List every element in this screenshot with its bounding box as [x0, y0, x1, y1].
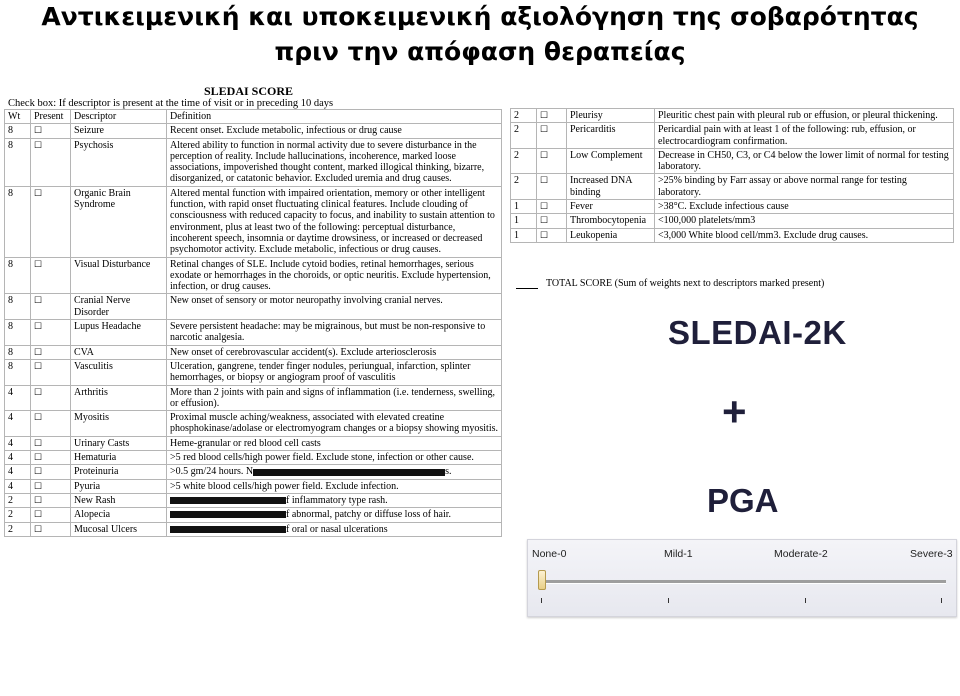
row-definition-text: <3,000 White blood cell/mm3. Exclude drug causes. — [658, 229, 869, 241]
row-weight: 4 — [5, 385, 31, 411]
row-weight: 1 — [511, 228, 537, 242]
row-definition-text: Recent onset. Exclude metabolic, infectious or drug cause — [170, 125, 402, 137]
row-definition — [167, 359, 502, 385]
row-definition — [167, 345, 502, 359]
row-definition — [655, 109, 954, 123]
row-descriptor: Mucosal Ulcers — [71, 522, 167, 536]
header-definition: Definition — [167, 110, 502, 124]
pga-scale-mild: Mild-1 — [664, 548, 693, 560]
row-descriptor: Hematuria — [71, 451, 167, 465]
row-definition — [167, 385, 502, 411]
row-descriptor: Arthritis — [71, 385, 167, 411]
row-definition-text: f oral or nasal ulcerations — [286, 523, 388, 535]
plus-sign: + — [722, 388, 747, 435]
present-checkbox[interactable]: ☐ — [31, 436, 71, 450]
redaction-bar — [253, 469, 445, 476]
row-descriptor: Low Complement — [567, 148, 655, 174]
present-checkbox[interactable]: ☐ — [31, 138, 71, 186]
table-header-row — [5, 110, 502, 124]
pga-scale-none: None-0 — [532, 548, 567, 560]
present-checkbox[interactable]: ☐ — [31, 508, 71, 522]
present-checkbox[interactable]: ☐ — [31, 411, 71, 437]
present-checkbox[interactable]: ☐ — [31, 359, 71, 385]
present-checkbox[interactable]: ☐ — [31, 320, 71, 346]
table-row — [5, 451, 502, 465]
table-row — [5, 436, 502, 450]
row-descriptor: Pericarditis — [567, 123, 655, 149]
sledai-table — [4, 109, 502, 537]
row-definition — [167, 294, 502, 320]
present-checkbox[interactable]: ☐ — [537, 214, 567, 228]
table-row — [5, 186, 502, 257]
row-weight: 2 — [511, 123, 537, 149]
present-checkbox[interactable]: ☐ — [31, 186, 71, 257]
row-weight: 8 — [5, 345, 31, 359]
pga-slider-track[interactable] — [538, 580, 946, 584]
table-row — [5, 479, 502, 493]
present-checkbox[interactable]: ☐ — [31, 385, 71, 411]
header-wt: Wt — [5, 110, 31, 124]
row-definition — [167, 522, 502, 536]
row-definition — [167, 138, 502, 186]
row-descriptor: Seizure — [71, 124, 167, 138]
table-row — [5, 465, 502, 479]
table-row — [5, 522, 502, 536]
table-row — [5, 359, 502, 385]
row-definition — [167, 479, 502, 493]
pga-tick-1 — [668, 598, 669, 603]
row-weight: 8 — [5, 320, 31, 346]
row-descriptor: Lupus Headache — [71, 320, 167, 346]
sledai-instruction: Check box: If descriptor is present at the time of visit or in preceding 10 days — [8, 98, 334, 109]
sledai-heading: SLEDAI SCORE — [204, 84, 294, 98]
row-definition — [655, 123, 954, 149]
row-definition — [167, 124, 502, 138]
row-descriptor: Pleurisy — [567, 109, 655, 123]
row-weight: 2 — [5, 522, 31, 536]
table-row — [5, 508, 502, 522]
sledai-2k-label: SLEDAI-2K — [668, 314, 847, 351]
row-definition-text: >5 white blood cells/high power field. Exclude infection. — [170, 480, 399, 492]
row-descriptor: New Rash — [71, 493, 167, 507]
row-descriptor: Increased DNA binding — [567, 174, 655, 200]
present-checkbox[interactable]: ☐ — [537, 148, 567, 174]
present-checkbox[interactable]: ☐ — [31, 451, 71, 465]
table-row — [5, 294, 502, 320]
row-definition-text: New onset of cerebrovascular accident(s). Exclude arteriosclerosis — [170, 346, 437, 358]
row-weight: 8 — [5, 294, 31, 320]
table-row — [511, 228, 954, 242]
row-definition — [167, 411, 502, 437]
table-row — [511, 200, 954, 214]
table-row — [5, 138, 502, 186]
table-row — [511, 123, 954, 149]
row-descriptor: Visual Disturbance — [71, 257, 167, 294]
table-row — [511, 109, 954, 123]
row-weight: 8 — [5, 359, 31, 385]
row-definition — [167, 320, 502, 346]
pga-scale-moderate: Moderate-2 — [774, 548, 828, 560]
row-descriptor: Alopecia — [71, 508, 167, 522]
row-definition-text: Pleuritic chest pain with pleural rub or effusion, or pleural thickening. — [658, 110, 938, 121]
row-weight: 2 — [5, 493, 31, 507]
row-weight: 4 — [5, 479, 31, 493]
row-definition — [655, 214, 954, 228]
row-definition — [655, 174, 954, 200]
row-weight: 8 — [5, 124, 31, 138]
present-checkbox[interactable]: ☐ — [31, 124, 71, 138]
row-descriptor: CVA — [71, 345, 167, 359]
table-row — [5, 124, 502, 138]
present-checkbox[interactable]: ☐ — [537, 174, 567, 200]
redaction-bar — [170, 497, 286, 504]
row-weight: 2 — [511, 148, 537, 174]
present-checkbox[interactable]: ☐ — [31, 257, 71, 294]
pga-label: PGA — [707, 482, 779, 519]
row-descriptor: Organic Brain Syndrome — [71, 186, 167, 257]
total-score-blank[interactable] — [516, 288, 538, 289]
table-row — [511, 174, 954, 200]
row-weight: 4 — [5, 451, 31, 465]
table-row — [5, 257, 502, 294]
row-definition-text: >25% binding by Farr assay or above normal range for testing laboratory. — [658, 175, 907, 198]
row-definition-text: f abnormal, patchy or diffuse loss of hair. — [286, 509, 452, 521]
row-weight: 8 — [5, 257, 31, 294]
row-definition-tail: s. — [445, 466, 452, 478]
row-definition-text: >5 red blood cells/high power field. Exclude stone, infection or other cause. — [170, 452, 474, 464]
row-definition — [655, 200, 954, 214]
row-definition-text: >38°C. Exclude infectious cause — [658, 201, 789, 213]
row-descriptor: Cranial Nerve Disorder — [71, 294, 167, 320]
row-weight: 2 — [511, 109, 537, 123]
row-definition-text: Proximal muscle aching/weakness, associated with elevated creatine phosphokinase/adolase or electromyogram changes or a biopsy showing myositis. — [170, 412, 498, 435]
row-definition — [167, 257, 502, 294]
row-weight: 2 — [5, 508, 31, 522]
row-definition — [655, 148, 954, 174]
row-descriptor: Thrombocytopenia — [567, 214, 655, 228]
row-definition — [167, 493, 502, 507]
row-descriptor: Urinary Casts — [71, 436, 167, 450]
row-weight: 4 — [5, 436, 31, 450]
row-definition-text: Retinal changes of SLE. Include cytoid bodies, retinal hemorrhages, serious exodate or hemorrhages in the choroids, or optic neuritis. Exclude hypertension, infection, or drug causes. — [170, 258, 491, 293]
row-definition-text: >0.5 gm/24 hours. N — [170, 466, 254, 478]
present-checkbox[interactable]: ☐ — [537, 200, 567, 214]
table-row — [511, 214, 954, 228]
row-definition-text: Decrease in CH50, C3, or C4 below the lower limit of normal for testing laboratory. — [658, 149, 949, 173]
row-descriptor: Proteinuria — [71, 465, 167, 479]
row-definition-text: Ulceration, gangrene, tender finger nodules, periungual, infarction, splinter hemorrhages, or biopsy or angiogram proof of vasculitis — [170, 360, 471, 384]
row-definition-text: New onset of sensory or motor neuropathy involving cranial nerves. — [170, 295, 443, 307]
row-descriptor: Vasculitis — [71, 359, 167, 385]
row-definition-text: Altered ability to function in normal activity due to severe disturbance in the perception of reality. Include hallucinations, incoherence, marked loose associations, impoverished thought content, marked illogical thinking, bizarre, disorganized, or catatonic behavior. Excluded uremia and drug causes. — [170, 139, 485, 185]
pga-slider-thumb[interactable] — [538, 570, 546, 590]
table-row — [5, 345, 502, 359]
redaction-bar — [170, 511, 286, 518]
redaction-bar — [170, 526, 286, 533]
row-descriptor: Myositis — [71, 411, 167, 437]
table-row — [5, 411, 502, 437]
row-weight: 8 — [5, 138, 31, 186]
pga-tick-0 — [541, 598, 542, 603]
row-definition-text: <100,000 platelets/mm3 — [658, 215, 756, 227]
row-descriptor: Psychosis — [71, 138, 167, 186]
present-checkbox[interactable]: ☐ — [31, 465, 71, 479]
slide-title-line-2: πριν την απόφαση θεραπείας — [274, 37, 686, 66]
present-checkbox[interactable]: ☐ — [537, 109, 567, 123]
row-weight: 4 — [5, 465, 31, 479]
row-definition — [167, 465, 502, 479]
present-checkbox[interactable]: ☐ — [31, 479, 71, 493]
row-weight: 1 — [511, 214, 537, 228]
row-descriptor: Leukopenia — [567, 228, 655, 242]
row-definition-text: Pericardial pain with at least 1 of the following: rub, effusion, or electrocardiogram confirmation. — [658, 124, 916, 147]
row-definition-text: Heme-granular or red blood cell casts — [170, 437, 321, 449]
slide-title-line-1: Αντικειμενική και υποκειμενική αξιολόγηση της σοβαρότητας — [41, 2, 919, 31]
present-checkbox[interactable]: ☐ — [31, 345, 71, 359]
row-definition — [167, 186, 502, 257]
row-weight: 1 — [511, 200, 537, 214]
present-checkbox[interactable]: ☐ — [31, 522, 71, 536]
row-definition-text: f inflammatory type rash. — [286, 494, 388, 506]
table-row — [5, 320, 502, 346]
header-descriptor: Descriptor — [71, 110, 167, 124]
row-definition — [167, 436, 502, 450]
header-present: Present — [31, 110, 71, 124]
pga-scale-severe: Severe-3 — [910, 548, 953, 560]
row-weight: 2 — [511, 174, 537, 200]
pga-tick-2 — [805, 598, 806, 603]
row-definition-text: Altered mental function with impaired orientation, memory or other intelligent function, with rapid onset fluctuating clinical features. Include clouding of consciousness with reduced capacity to focus, and inability to sustain attention to environment, plus at least two of the following: perceptual disturbance, incoherent speech, insomnia or daytime drowsiness, or increased or decreased psychomotor activity. Exclude metabolic, infectious or drug causes. — [170, 187, 495, 256]
row-weight: 4 — [5, 411, 31, 437]
table-row — [511, 148, 954, 174]
row-definition — [167, 508, 502, 522]
total-score-label: TOTAL SCORE (Sum of weights next to descriptors marked present) — [546, 278, 825, 289]
row-descriptor: Pyuria — [71, 479, 167, 493]
row-definition — [655, 228, 954, 242]
row-definition-text: More than 2 joints with pain and signs of inflammation (i.e. tenderness, swelling, or effusion). — [170, 386, 495, 409]
pga-slider-panel — [527, 539, 957, 617]
present-checkbox[interactable]: ☐ — [537, 228, 567, 242]
pga-tick-3 — [941, 598, 942, 603]
row-weight: 8 — [5, 186, 31, 257]
present-checkbox[interactable]: ☐ — [537, 123, 567, 149]
sledai-table-continued — [510, 108, 954, 243]
row-definition — [167, 451, 502, 465]
table-row — [5, 493, 502, 507]
total-score-line — [516, 278, 824, 289]
table-row — [5, 385, 502, 411]
present-checkbox[interactable]: ☐ — [31, 294, 71, 320]
present-checkbox[interactable]: ☐ — [31, 493, 71, 507]
row-descriptor: Fever — [567, 200, 655, 214]
row-definition-text: Severe persistent headache: may be migrainous, but must be non-responsive to narcotic analgesia. — [170, 321, 486, 344]
